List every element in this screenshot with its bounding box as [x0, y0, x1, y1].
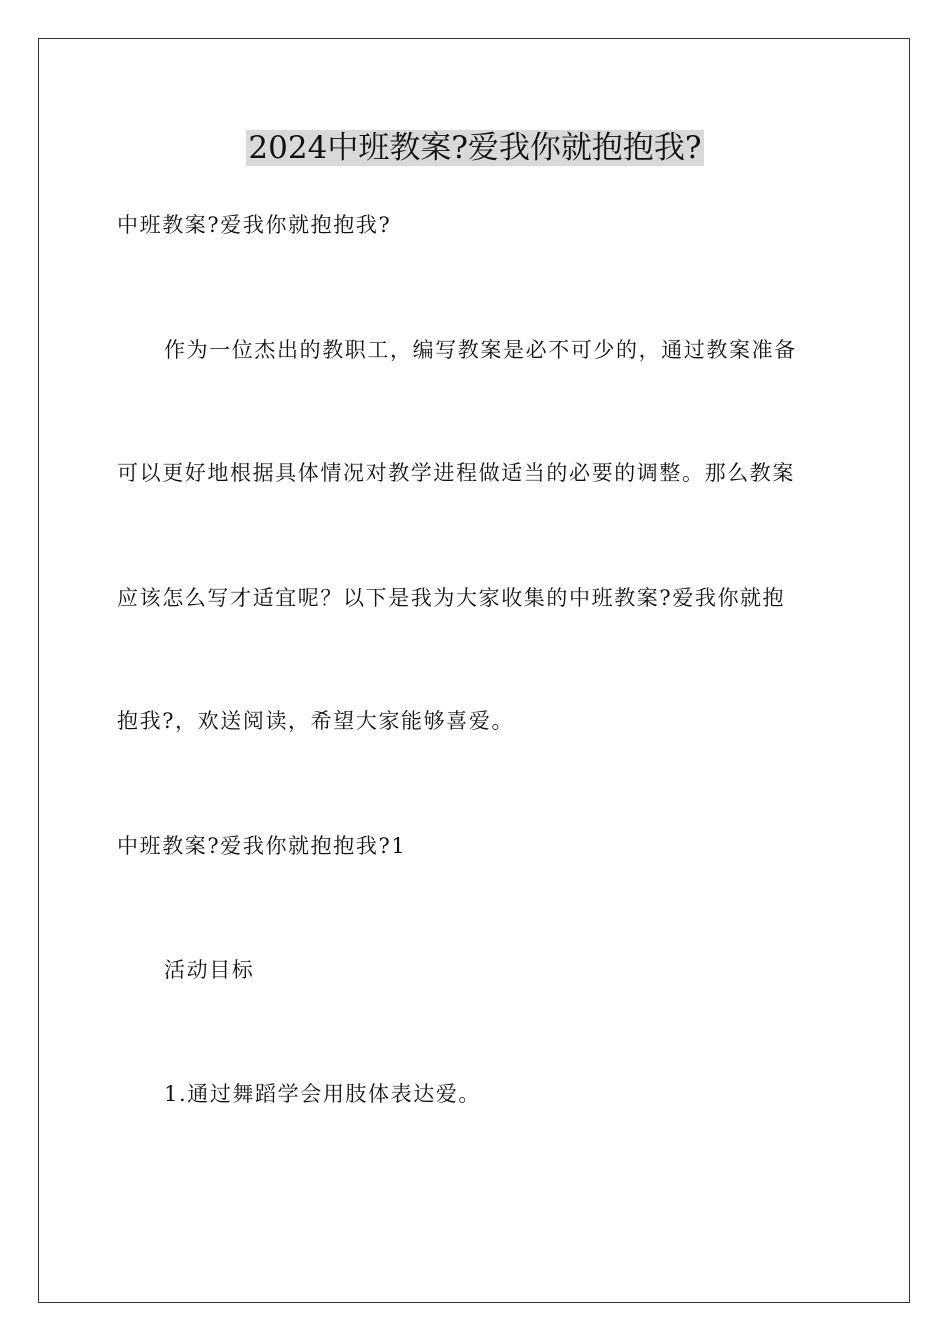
document-title: [0, 126, 950, 170]
intro-line-4: 抱我?，欢送阅读，希望大家能够喜爱。: [117, 709, 515, 733]
section-heading: 中班教案?爱我你就抱抱我?1: [117, 834, 407, 858]
document-title-text: 2024中班教案?爱我你就抱抱我?: [248, 130, 702, 166]
intro-line-2: 可以更好地根据具体情况对教学进程做适当的必要的调整。那么教案: [117, 461, 795, 485]
activity-heading: 活动目标: [164, 958, 255, 982]
intro-line-1: 作为一位杰出的教职工，编写教案是必不可少的，通过教案准备: [164, 338, 797, 362]
goal-item-1: 1.通过舞蹈学会用肢体表达爱。: [164, 1082, 482, 1106]
document-subtitle: 中班教案?爱我你就抱抱我?: [117, 213, 392, 237]
intro-line-3: 应该怎么写才适宜呢？以下是我为大家收集的中班教案?爱我你就抱: [117, 586, 786, 610]
